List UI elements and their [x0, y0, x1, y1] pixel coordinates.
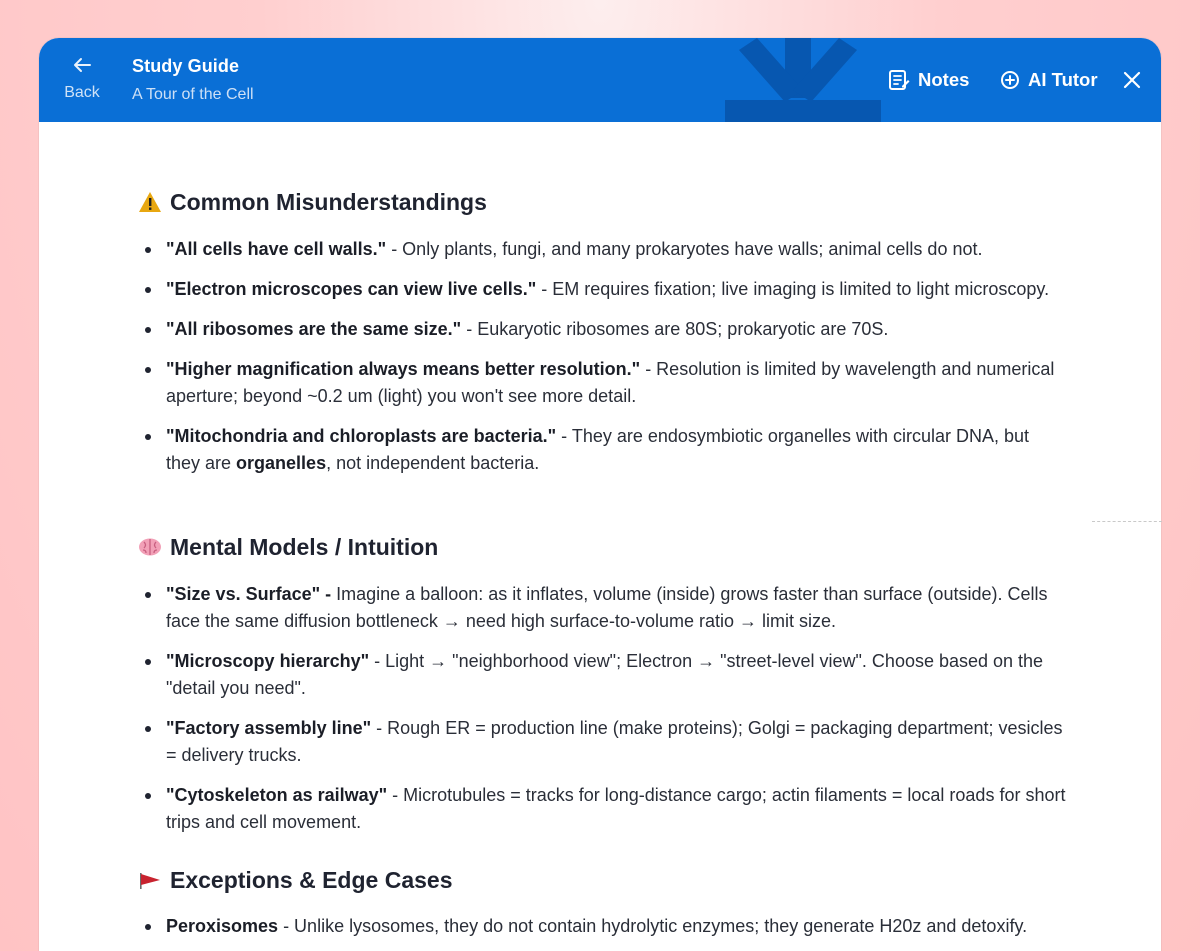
item-text: - Resolution is limited by wavelength and numerical aperture; beyond ~0.2 um (light) you won't see more detail.: [166, 359, 1055, 406]
red-flag-icon: [136, 866, 164, 894]
item-term: "All ribosomes are the same size.": [166, 319, 462, 339]
back-label: Back: [64, 84, 100, 101]
list-item: [166, 356, 1066, 410]
divider: [1092, 521, 1162, 522]
list-item: [166, 236, 1066, 263]
item-text: Imagine a balloon: as it inflates, volume (inside) grows faster than surface (outside). Cells face the same diffusion bottleneck → need high surface-to-volume ratio → limit size.: [166, 584, 1048, 631]
item-term: "Higher magnification always means better resolution.": [166, 359, 641, 379]
plus-circle-icon: [1000, 70, 1020, 90]
section-heading: [136, 533, 438, 561]
item-text: - Microtubules = tracks for long-distance cargo; actin filaments = local roads for short trips and cell movement.: [166, 785, 1066, 832]
item-term: "Cytoskeleton as railway": [166, 785, 388, 805]
section-title: Mental Models / Intuition: [170, 533, 439, 560]
list-item: [166, 423, 1066, 477]
header-bar: [39, 38, 1161, 122]
notes-icon: [888, 69, 910, 91]
arrow-left-icon: [73, 56, 91, 78]
section-heading: [136, 188, 487, 216]
notes-label: Notes: [918, 69, 970, 90]
item-term: "Size vs. Surface" -: [166, 584, 332, 604]
back-button[interactable]: [57, 56, 107, 108]
list-item: [166, 715, 1066, 769]
list-item: [166, 316, 1066, 343]
brain-icon: [136, 533, 164, 561]
close-icon: [1120, 68, 1144, 92]
list-item: [166, 581, 1066, 635]
header-titles: [132, 56, 254, 104]
section-list: [166, 236, 1066, 490]
decorative-burst-icon: [721, 38, 881, 122]
item-text: - EM requires fixation; live imaging is limited to light microscopy.: [536, 279, 1050, 299]
guide-content: [39, 122, 1161, 951]
section-heading: [136, 866, 453, 894]
item-text: - Eukaryotic ribosomes are 80S; prokaryotic are 70S.: [461, 319, 889, 339]
list-item: [166, 913, 1066, 940]
item-term: "Mitochondria and chloroplasts are bacteria.": [166, 426, 557, 446]
study-guide-panel: [39, 38, 1161, 951]
item-term: organelles: [236, 453, 327, 473]
item-term: "Microscopy hierarchy": [166, 651, 370, 671]
item-text: - Rough ER = production line (make proteins); Golgi = packaging department; vesicles = delivery trucks.: [166, 718, 1063, 765]
section-title: Common Misunderstandings: [170, 188, 487, 215]
close-button[interactable]: [1120, 68, 1144, 92]
page-title: Study Guide: [132, 56, 240, 76]
item-text: - Unlike lysosomes, they do not contain hydrolytic enzymes; they generate H20z and detoxify.: [278, 916, 1028, 936]
notes-button[interactable]: [888, 66, 969, 94]
item-text: - They are endosymbiotic organelles with circular DNA, but they are: [166, 426, 1030, 473]
item-text: - Light → "neighborhood view"; Electron → "street-level view". Choose based on the "detail you need".: [166, 651, 1044, 698]
section-list: [166, 913, 1066, 951]
list-item: [166, 782, 1066, 836]
list-item: [166, 648, 1066, 702]
item-term: "Factory assembly line": [166, 718, 372, 738]
page-subtitle: A Tour of the Cell: [132, 86, 254, 103]
ai-tutor-button[interactable]: [1000, 66, 1098, 94]
item-text: , not independent bacteria.: [326, 453, 540, 473]
warning-icon: [136, 188, 164, 216]
section-list: [166, 581, 1066, 849]
ai-tutor-label: AI Tutor: [1028, 69, 1098, 90]
item-text: - Only plants, fungi, and many prokaryotes have walls; animal cells do not.: [386, 239, 983, 259]
item-term: "Electron microscopes can view live cells.": [166, 279, 537, 299]
list-item: [166, 276, 1066, 303]
item-term: "All cells have cell walls.": [166, 239, 387, 259]
item-term: Peroxisomes: [166, 916, 279, 936]
section-title: Exceptions & Edge Cases: [170, 866, 453, 893]
